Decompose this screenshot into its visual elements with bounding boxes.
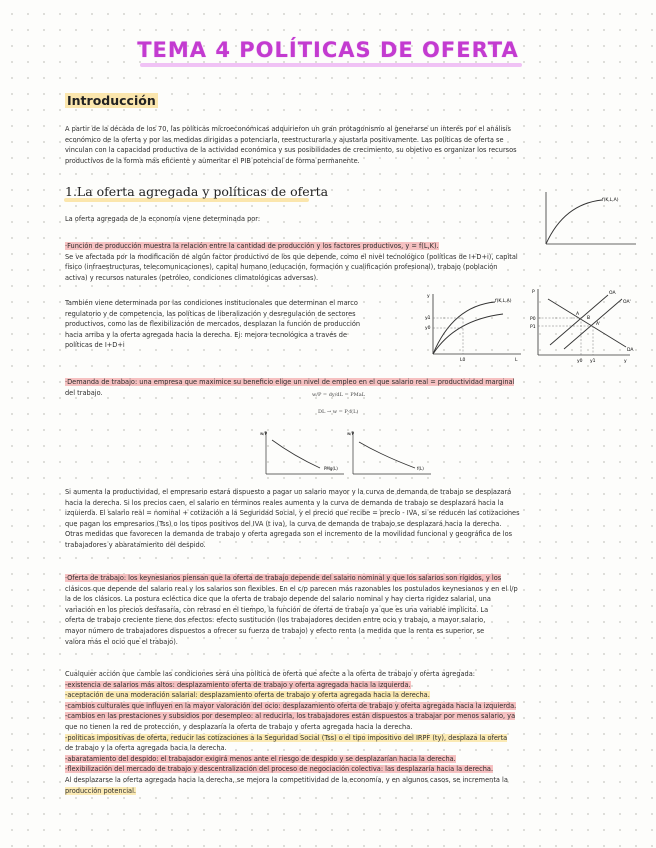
g3-p0-label: P0 <box>530 317 536 322</box>
para5-line-text: ·Oferta de trabajo: los keynesianos piensan que la oferta de trabajo depende del salario nominal y que los salarios son rígidos, y los <box>65 574 502 582</box>
g3-p1-label: P1 <box>530 325 536 330</box>
section1-heading: 1.La oferta agregada y políticas de oferta <box>65 184 329 199</box>
para4-line: hacia la derecha. Si los precios caen, el salario en términos reales aumenta y la curva de demanda de trabajo se desplazará hacia la <box>65 498 504 507</box>
para6-line-text: -políticas impositivas de oferta, reducir las cotizaciones a la Seguridad Social (Tss) o el tipo impositivo del IRPF (ty), desplaza la oferta <box>65 733 508 742</box>
para2-line: hacia arriba y la oferta agregada hacia la derecha. Ej: mejora tecnológica a través de <box>65 330 348 339</box>
g3-a2-label: A' <box>596 322 601 327</box>
section1-para5 <box>65 573 605 647</box>
para4-line: trabajadores y abaratamiento del despido. <box>65 540 206 549</box>
g3-b-label: B <box>587 316 591 321</box>
para5-line: valora más el ocio que el trabajo). <box>65 637 178 646</box>
para1-line-text: ·Función de producción muestra la relación entre la cantidad de producción y los factores productivos, y = f(L,K). <box>65 242 439 250</box>
para5-line: variación en los precios desfasaría, con retraso en el tiempo, la función de oferta de trabajo ya que es una variable implícita. La <box>65 605 489 614</box>
section1-para2 <box>65 298 425 351</box>
g3-a-label: A <box>576 312 580 317</box>
para4-line: Otras medidas que favorecen la demanda de trabajo y oferta agregada son el incremento de la movilidad funcional y geográfica de los <box>65 530 513 539</box>
formula-marginal-product: w/P = dy/dL = PMaL <box>312 392 366 398</box>
section1-para1 <box>65 241 605 283</box>
g4-y-label: w/P <box>260 431 268 436</box>
para5-line: clásicos que depende del salario real y los salarios son flexibles. En el c/p parecen más razonables los postulados keynesianos y en el l/p <box>65 584 518 593</box>
g2-y0-label: y0 <box>425 326 431 331</box>
section1-intro: La oferta agregada de la economía viene determinada por: <box>65 215 261 223</box>
g2-y-label: y <box>427 294 430 299</box>
para6-line <box>65 701 605 712</box>
para1-line <box>65 241 605 252</box>
para3-line <box>65 377 605 388</box>
para5-line <box>65 573 605 584</box>
labor-demand-shift-graph <box>345 428 435 478</box>
para5-line: la de los clásicos. La postura ecléctica dice que la oferta de trabajo depende del salario nominal y hay cierta rigidez salarial, una <box>65 595 491 604</box>
para5-line: mayor número de trabajadores dispuestos a ofrecer su fuerza de trabajo) y efecto renta (a medida que la renta es superior, se <box>65 626 485 635</box>
g3-oa-label: OA <box>609 291 616 296</box>
intro-line: económico de la oferta y por las medidas dirigidas a potenciarla, reestructurarla y ajustarla positivamente. Las políticas de oferta se <box>65 135 504 144</box>
g1-curve-label: f(K,L,A) <box>602 198 619 203</box>
intro-heading <box>65 93 158 108</box>
para6-line <box>65 786 605 797</box>
g1-curve <box>546 200 602 244</box>
para6-line <box>65 733 605 744</box>
intro-line: productivos de la forma más eficiente y aumentar el PIB potencial de forma permanente. <box>65 156 360 165</box>
g3-y0-label: y0 <box>577 359 583 364</box>
g4-curve-label: PMg(L) <box>324 466 338 471</box>
para6-line: de trabajo y la oferta agregada hacia la derecha. <box>65 744 227 753</box>
g2-curve-label: f(K,L,A) <box>495 299 512 304</box>
para6-line-text: -existencia de salarios más altos: desplazamiento oferta de trabajo y oferta agregada hacia la izquierda. <box>65 680 411 689</box>
para6-line-text: -cambios en las prestaciones y subsidios por desempleo: al reducirla, los trabajadores están dispuestos a trabajar por menos salario, ya <box>65 712 516 721</box>
para6-line <box>65 764 605 775</box>
g3-oa-line <box>550 295 608 345</box>
aggregate-supply-demand-graph <box>530 285 640 369</box>
para5-line: oferta de trabajo creciente tiene dos efectos: efecto sustitución (los trabajadores deciden entre ocio y trabajo, a mayor salario, <box>65 616 486 625</box>
intro-heading-text: Introducción <box>67 93 156 108</box>
para6-line: que no tienen la red de protección, y desplazaría la oferta de trabajo y oferta agregada hacia la derecha. <box>65 722 413 731</box>
g5-curve-label: f(L) <box>417 466 424 471</box>
para3-line-text: ·Demanda de trabajo: una empresa que maximice su beneficio elige un nivel de empleo en el que salario real = productividad marginal <box>65 378 515 386</box>
para4-line: que pagan los empresarios (Tss) o los tipos positivos del IVA (t iva), la curva de demanda de trabajo se desplazará hacia la derecha. <box>65 519 502 528</box>
para6-line: Al desplazarse la oferta agregada hacia la derecha, se mejora la competitividad de la economía, y en algunos casos, se incrementa la <box>65 775 508 784</box>
section1-para6 <box>65 669 605 796</box>
g2-l-label: L <box>515 358 518 363</box>
intro-line: vinculan con la capacidad productiva de la actividad económica y sus posibilidades de crecimiento, su objetivo es organizar los recursos <box>65 146 517 155</box>
intro-paragraph <box>65 124 605 166</box>
para6-line <box>65 711 605 722</box>
g3-da-label: DA <box>627 348 634 353</box>
para4-line: Si aumenta la productividad, el empresario estará dispuesto a pagar un salario mayor y la curva de demanda de trabajo se desplazará <box>65 488 512 496</box>
section1-para4 <box>65 487 605 551</box>
para6-line <box>65 754 605 765</box>
g2-curve-upper <box>433 302 495 354</box>
g5-curve <box>359 442 415 468</box>
production-function-shift-graph <box>425 290 525 368</box>
para2-line: productivos, como las de flexibilización de mercados, desplazan la función de producción <box>65 320 361 329</box>
intro-line: A partir de la década de los 70, las políticas microeconómicas adquirieron un gran protagonismo al generarse un interés por el análisis <box>65 125 511 133</box>
para1-line: Se ve afectada por la modificación de algún factor productivo de los que depende, como el nivel tecnológico (políticas de I+D+i), capital <box>65 252 518 261</box>
g4-curve <box>272 440 320 468</box>
para2-line: También viene determinada por las condiciones institucionales que determinan el marco <box>65 299 358 307</box>
para4-line: izquierda. El salario real = nominal + cotización a la Seguridad Social, y el precio que recibe = precio - IVA, si se reducen las cotizaciones <box>65 509 520 518</box>
para6-line-text: -cambios culturales que influyen en la mayor valoración del ocio: desplazamiento oferta de trabajo y oferta agregada hacia la izquierda. <box>65 701 517 710</box>
para6-line-text: producción potencial. <box>65 786 137 795</box>
para2-line: políticas de I+D+i <box>65 341 125 350</box>
g5-y-label: w/P <box>347 431 355 436</box>
g3-y1-label: y1 <box>590 359 596 364</box>
labor-demand-graph <box>258 428 348 478</box>
g3-p-label: P <box>532 290 535 295</box>
para2-line: regulatorio y de competencia, las políticas de liberalización y desregulación de sectores <box>65 309 356 318</box>
para1-line: activa) y recursos naturales (petróleo, condiciones climatológicas adversas). <box>65 273 319 282</box>
para6-line-text: -aceptación de una moderación salarial: desplazamiento oferta de trabajo y oferta agregada hacia la derecha. <box>65 691 430 700</box>
g2-y1-label: y1 <box>425 316 431 321</box>
g2-l0-label: L0 <box>460 358 466 363</box>
g3-oa2-label: OA' <box>623 300 631 305</box>
g3-y-label: y <box>624 359 627 364</box>
para6-line-text: -abaratamiento del despido: el trabajador exigirá menos ante el riesgo de despido y se desplazarían hacia la derecha. <box>65 754 456 763</box>
para6-line <box>65 680 605 691</box>
para3-line: del trabajo. <box>65 388 103 397</box>
para6-line-text: -flexibilización del mercado de trabajo y descentralización del proceso de negociación colectiva: las desplazaría hacia la derecha. <box>65 765 494 774</box>
para1-line: físico (infraestructuras, telecomunicaciones), capital humano (educación, formación y cualificación profesional), trabajo (población <box>65 263 498 272</box>
page-title: TEMA 4 POLÍTICAS DE OFERTA <box>137 38 519 62</box>
para6-line: Cualquier acción que cambie las condiciones será una política de oferta que afecte a la oferta de trabajo y oferta agregada: <box>65 670 476 678</box>
para6-line <box>65 690 605 701</box>
title-underline <box>140 63 522 67</box>
formula-labor-demand: DL → w = P·f(L) <box>318 409 359 415</box>
